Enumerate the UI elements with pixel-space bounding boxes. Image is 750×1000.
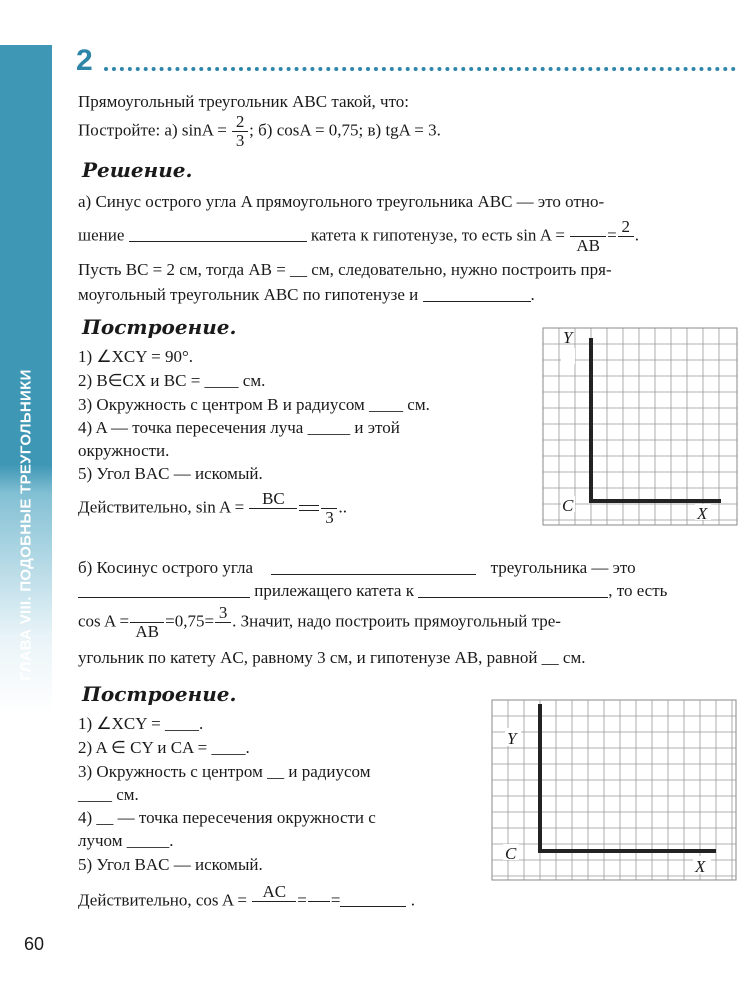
construction-a-heading: Построение. [82,315,237,339]
grid-b-label-c: C [505,844,517,863]
b-line3-mid: =0,75= [165,611,215,631]
grid-b-label-x: X [695,857,706,876]
solution-heading: Решение. [82,158,193,182]
task-frac-num: 2 [235,112,245,131]
b-line3-pre: cos A = [78,611,130,631]
construction-b-heading: Построение. [82,682,237,706]
b-line1-post: треугольника — это [490,558,636,577]
grid-a-label-y: Y [563,328,573,347]
construction-a-check: Действительно, sin A = BC 3 .. [78,489,347,527]
construction-b-step-4b: лучом _____. [78,831,174,850]
page-number: 60 [24,934,45,954]
construction-b-step-1: 1) ∠XCY = ____. [78,714,204,733]
construction-a-step-4: 4) A — точка пересечения луча _____ и этой [78,418,400,437]
chapter-title: ГЛАВА VIII. ПОДОБНЫЕ ТРЕУГОЛЬНИКИ [17,369,35,681]
task-intro: Прямоугольный треугольник ABC такой, что: [78,92,410,111]
a-frac2-num: 2 [621,217,631,236]
grid-a-label-c: C [562,496,574,515]
b-frac2-num: 3 [218,603,228,622]
check-a-frac-num: BC [262,489,285,508]
grid-a-label-x: X [697,504,708,523]
solution-a-line1: а) Синус острого угла A прямоугольного треугольника ABC — это отно- [78,192,605,211]
solution-a-line4: моугольный треугольник ABC по гипотенузе и . [78,285,535,304]
b-frac1-den: AB [130,622,164,641]
a-line4-text: моугольный треугольник ABC по гипотенузе и [78,285,419,304]
check-b-frac-num: AC [262,882,287,901]
check-b-pre: Действительно, cos A = [78,890,248,910]
solution-a-line2: шение катета к гипотенузе, то есть sin A = AB = 2 . [78,217,640,255]
solution-a-line3: Пусть BC = 2 см, тогда AB = __ см, следовательно, нужно построить пря- [78,260,612,279]
construction-b-step-4: 4) __ — точка пересечения окружности с [78,808,376,827]
check-a-frac2-den: 3 [321,508,337,527]
construction-b-step-3b: ____ см. [78,785,139,804]
construction-a-step-1: 1) ∠XCY = 90°. [78,347,194,366]
a-line2-mid: катета к гипотенузе, то есть sin A = [310,225,565,245]
a-frac1-den: AB [570,236,606,255]
construction-b-check: Действительно, cos A = AC = = . [78,883,415,920]
construction-a-step-3: 3) Окружность с центром B и радиусом ____ см. [78,395,430,414]
construction-a-step-2: 2) B∈CX и BC = ____ см. [78,371,266,390]
task-build-prefix: Постройте: а) sinA = [78,120,227,140]
b-line2-mid: прилежащего катета к [254,581,414,600]
task-number: 2 [76,44,93,77]
b-line1-pre: б) Косинус острого угла [78,558,254,577]
part-b-line4: угольник по катету AC, равному 3 см, и гипотенузе AB, равной __ см. [78,648,586,667]
check-a-pre: Действительно, sin A = [78,497,245,517]
b-line3-post: . Значит, надо построить прямоугольный тре- [232,611,561,631]
a-line2-pre: шение [78,225,125,245]
grid-b-label-y: Y [507,729,517,748]
construction-a-step-4b: окружности. [78,441,170,460]
task-build-suffix: ; б) cosA = 0,75; в) tgA = 3. [249,120,441,140]
task-frac-den: 3 [232,131,248,150]
construction-a-step-5: 5) Угол BAC — искомый. [78,464,263,483]
construction-b-step-2: 2) A ∈ CY и CA = ____. [78,738,250,757]
construction-b-step-5: 5) Угол BAC — искомый. [78,855,263,874]
construction-b-step-3: 3) Окружность с центром __ и радиусом [78,762,371,781]
b-line2-post: , то есть [608,581,668,600]
